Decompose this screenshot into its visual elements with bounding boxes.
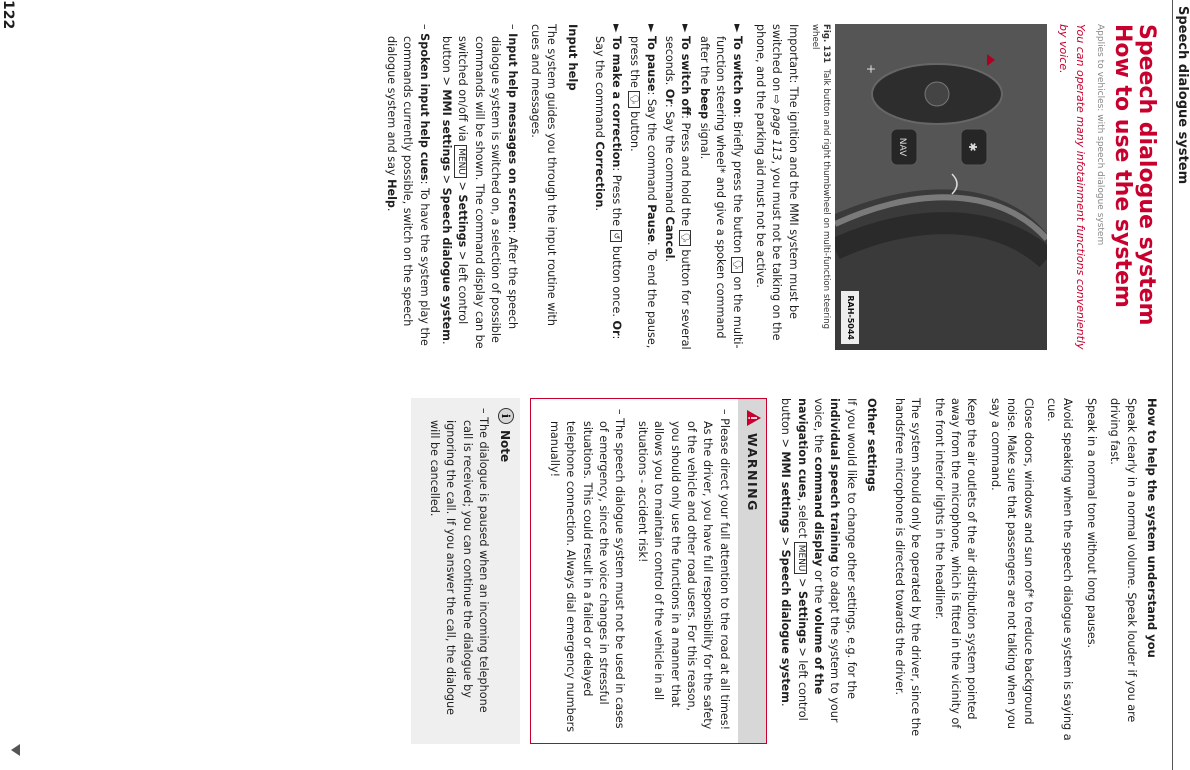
bullet-triangle-icon: ► <box>679 24 693 33</box>
step-text: button. <box>628 107 642 152</box>
back-button-icon: ↺ <box>610 230 622 243</box>
item-bold: Speech dialogue system <box>440 187 454 341</box>
steering-wheel-illustration <box>835 24 1047 350</box>
step-text: . <box>593 207 607 211</box>
para-text: > <box>795 574 809 591</box>
input-help-item-spoken: – Spoken input help cues: To have the system play the commands currently possible, switch on the speech dialogue system and say Help. <box>384 24 431 346</box>
item-text: > <box>440 171 454 188</box>
para-text: to adapt the system to your voice, the <box>812 398 842 723</box>
bullet-triangle-icon: ► <box>730 24 744 33</box>
warning-header <box>738 399 766 743</box>
plus-label: + <box>863 64 878 75</box>
para-bold: MMI settings <box>779 451 793 534</box>
para-text: . <box>779 702 793 707</box>
continue-arrow-icon <box>11 744 20 756</box>
input-help-heading: Input help <box>565 24 580 91</box>
item-text: . <box>384 207 398 212</box>
para-bold: volume of the navigation cues <box>795 398 826 695</box>
warning-text: Please direct your full attention to the road at all times! As the driver, you have full responsibility for the safety of the vehicle and other road users. For this reason, you should only use the functions in a manner that allows you to maintain control of the vehicle in all situations - accident risk! <box>635 418 731 731</box>
para-text: > left control button > <box>779 398 809 721</box>
step-label: To make a correction <box>609 36 623 168</box>
item-text: : After the speech dialogue system is switched on, a selection of possible commands will be shown. The command display can be switched on/off via <box>456 36 519 349</box>
step-pause <box>626 24 659 352</box>
note-title: Note <box>498 430 513 463</box>
warning-item: – The speech dialogue system must not be used in cases of emergency, since the voice changes in stressful situations. This could result in a failed or delayed telephone connection. Always dial emergency numbers manually! <box>547 409 627 733</box>
important-post: , you must not be talking on the phone, and the parking aid must not be active. <box>753 24 784 341</box>
menu-button-icon: MENU <box>794 542 807 575</box>
step-text: button for several seconds. <box>662 36 693 350</box>
step-text: button once. <box>609 242 623 321</box>
step-bold: beep <box>697 87 711 120</box>
step-text: : Press the <box>609 167 623 230</box>
talk-button-icon: 🗣 <box>628 91 640 107</box>
important-pre: Important: The ignition and the MMI system must be switched on <box>770 24 800 319</box>
right-column <box>411 398 1160 744</box>
page-title: How to use the system <box>1110 24 1135 308</box>
star-button-label: ✱ <box>965 142 979 152</box>
talk-button-icon: 🗣 <box>731 257 743 273</box>
step-bold: Correction <box>593 141 607 208</box>
warning-item: – Please direct your full attention to the road at all times! As the driver, you have full responsibility for the safety of the vehicle and other road users. For this reason, you should only use the functions in a manner that allows you to maintain control of the vehicle in all situations - accident risk! <box>635 409 731 731</box>
para-text: > <box>779 533 793 550</box>
step-text: . <box>662 258 676 262</box>
input-help-item-screen: – Input help messages on screen: After the speech dialogue system is switched on, a selection of possible commands will be shown. The command display can be switched on/off via MENU > Settings > left control button > MMI settings > Speech dialogue system. <box>440 24 519 349</box>
para-text: If you would like to change other settings, e.g. for the <box>844 398 858 700</box>
how-to-heading: How to help the system understand you <box>1145 398 1159 658</box>
warning-text: The speech dialogue system must not be used in cases of emergency, since the voice changes in stressful situations. This could result in a failed or delayed telephone connection. Always dial emergency numbers manually! <box>547 418 627 733</box>
bullet-triangle-icon: ► <box>644 24 658 33</box>
how-to-paragraph: Speak clearly in a normal volume. Speak louder if you are driving fast. <box>1108 398 1138 723</box>
how-to-paragraph: The system should only be operated by the driver, since the handsfree microphone is directed towards the driver. <box>892 398 923 737</box>
item-bold: MMI settings <box>440 89 454 172</box>
note-text: The dialogue is paused when an incoming telephone call is received; you can continue the dialogue by ignoring the call. If you answer the call, the dialogue will be cancelled. <box>427 417 490 715</box>
figure-caption-text: Talk button and right thumbwheel on multi-function steering wheel <box>809 24 831 330</box>
info-icon <box>498 408 514 424</box>
other-settings-heading: Other settings <box>865 398 880 492</box>
step-label: To switch on <box>730 36 744 115</box>
item-label: Spoken input help cues <box>417 33 431 181</box>
step-correction <box>591 24 624 352</box>
item-bold: Help <box>384 179 398 208</box>
nav-button-label: NAV <box>896 137 907 157</box>
para-text: or the <box>812 566 826 608</box>
page-number: 122 <box>0 0 16 30</box>
input-help-text: The system guides you through the input routine with cues and messages. <box>529 24 559 326</box>
running-header: Speech dialogue system <box>1172 0 1190 770</box>
menu-button-icon: MENU <box>454 145 467 178</box>
item-bold: Settings <box>456 194 470 248</box>
how-to-paragraph: Close doors, windows and sun roof* to reduce background noise. Make sure that passengers are not talking when you say a command. <box>988 398 1035 729</box>
step-text: . To end the pause, press the <box>628 36 658 349</box>
step-text: : Say the command <box>593 36 623 340</box>
bullet-triangle-icon: ► <box>609 24 623 33</box>
warning-triangle-icon <box>746 409 762 427</box>
para-bold: Settings <box>795 590 809 644</box>
item-text: > left control button > <box>440 36 470 325</box>
talk-button-icon: 🗣 <box>679 230 691 246</box>
para-bold: individual speech training <box>828 398 842 563</box>
step-label: To pause <box>644 36 658 92</box>
svg-text:i: i <box>499 413 513 419</box>
item-text: > <box>456 178 470 195</box>
how-to-paragraph: Keep the air outlets of the air distribution system pointed away from the microphone, which is fitted in the vicinity of the front interior lights in the headliner. <box>932 398 979 729</box>
step-text: : Say the command <box>644 91 658 205</box>
warning-body <box>531 399 737 743</box>
para-bold: Speech dialogue system <box>779 549 793 703</box>
note-box <box>411 398 520 744</box>
warning-title: WARNING <box>744 433 760 512</box>
step-switch-off <box>661 24 694 352</box>
note-header <box>497 408 514 734</box>
para-bold: command display <box>812 456 826 567</box>
figure-code: RAH-5044 <box>841 291 859 344</box>
step-text: signal. <box>697 119 711 160</box>
warning-box <box>530 398 766 744</box>
steering-wheel-figure <box>835 24 1047 350</box>
step-bold: Or <box>609 320 623 336</box>
item-text: : To have the system play the commands currently possible, switch on the speech dialogue system and say <box>384 36 431 346</box>
step-bold: Pause <box>644 204 658 242</box>
step-switch-on <box>695 24 744 352</box>
step-bold: Or <box>662 88 676 104</box>
other-settings-paragraph <box>777 398 859 744</box>
item-text: . <box>440 340 454 345</box>
note-item: – The dialogue is paused when an incoming telephone call is received; you can continue the dialogue by ignoring the call. If you answer the call, the dialogue will be cancelled. <box>427 408 490 715</box>
how-to-paragraph: Avoid speaking when the speech dialogue system is saying a cue. <box>1044 398 1075 741</box>
left-column <box>376 24 1162 352</box>
figure-number: Fig. 131 <box>820 24 831 64</box>
step-text: : Say the command <box>662 103 676 217</box>
intro-text: You can operate many infotainment functions conveniently by voice. <box>1057 24 1087 350</box>
step-text: on the multi-function steering wheel* and give a spoken command after the <box>697 36 744 349</box>
item-label: Input help messages on screen <box>505 33 519 230</box>
important-paragraph <box>752 24 801 352</box>
section-title: Speech dialogue system <box>1134 24 1159 326</box>
step-text: : Briefly press the button <box>730 114 744 257</box>
how-to-paragraph: Speak in a normal tone without long pauses. <box>1084 398 1098 649</box>
applies-note: Applies to vehicles: with speech dialogue system <box>1095 24 1105 246</box>
figure-caption <box>809 24 831 352</box>
step-label: To switch off <box>679 36 693 116</box>
para-text: , select <box>795 497 809 542</box>
page-link[interactable]: ⇨ page 113 <box>770 94 784 161</box>
step-text: : Press and hold the <box>679 115 693 230</box>
step-bold: Cancel <box>662 216 676 259</box>
